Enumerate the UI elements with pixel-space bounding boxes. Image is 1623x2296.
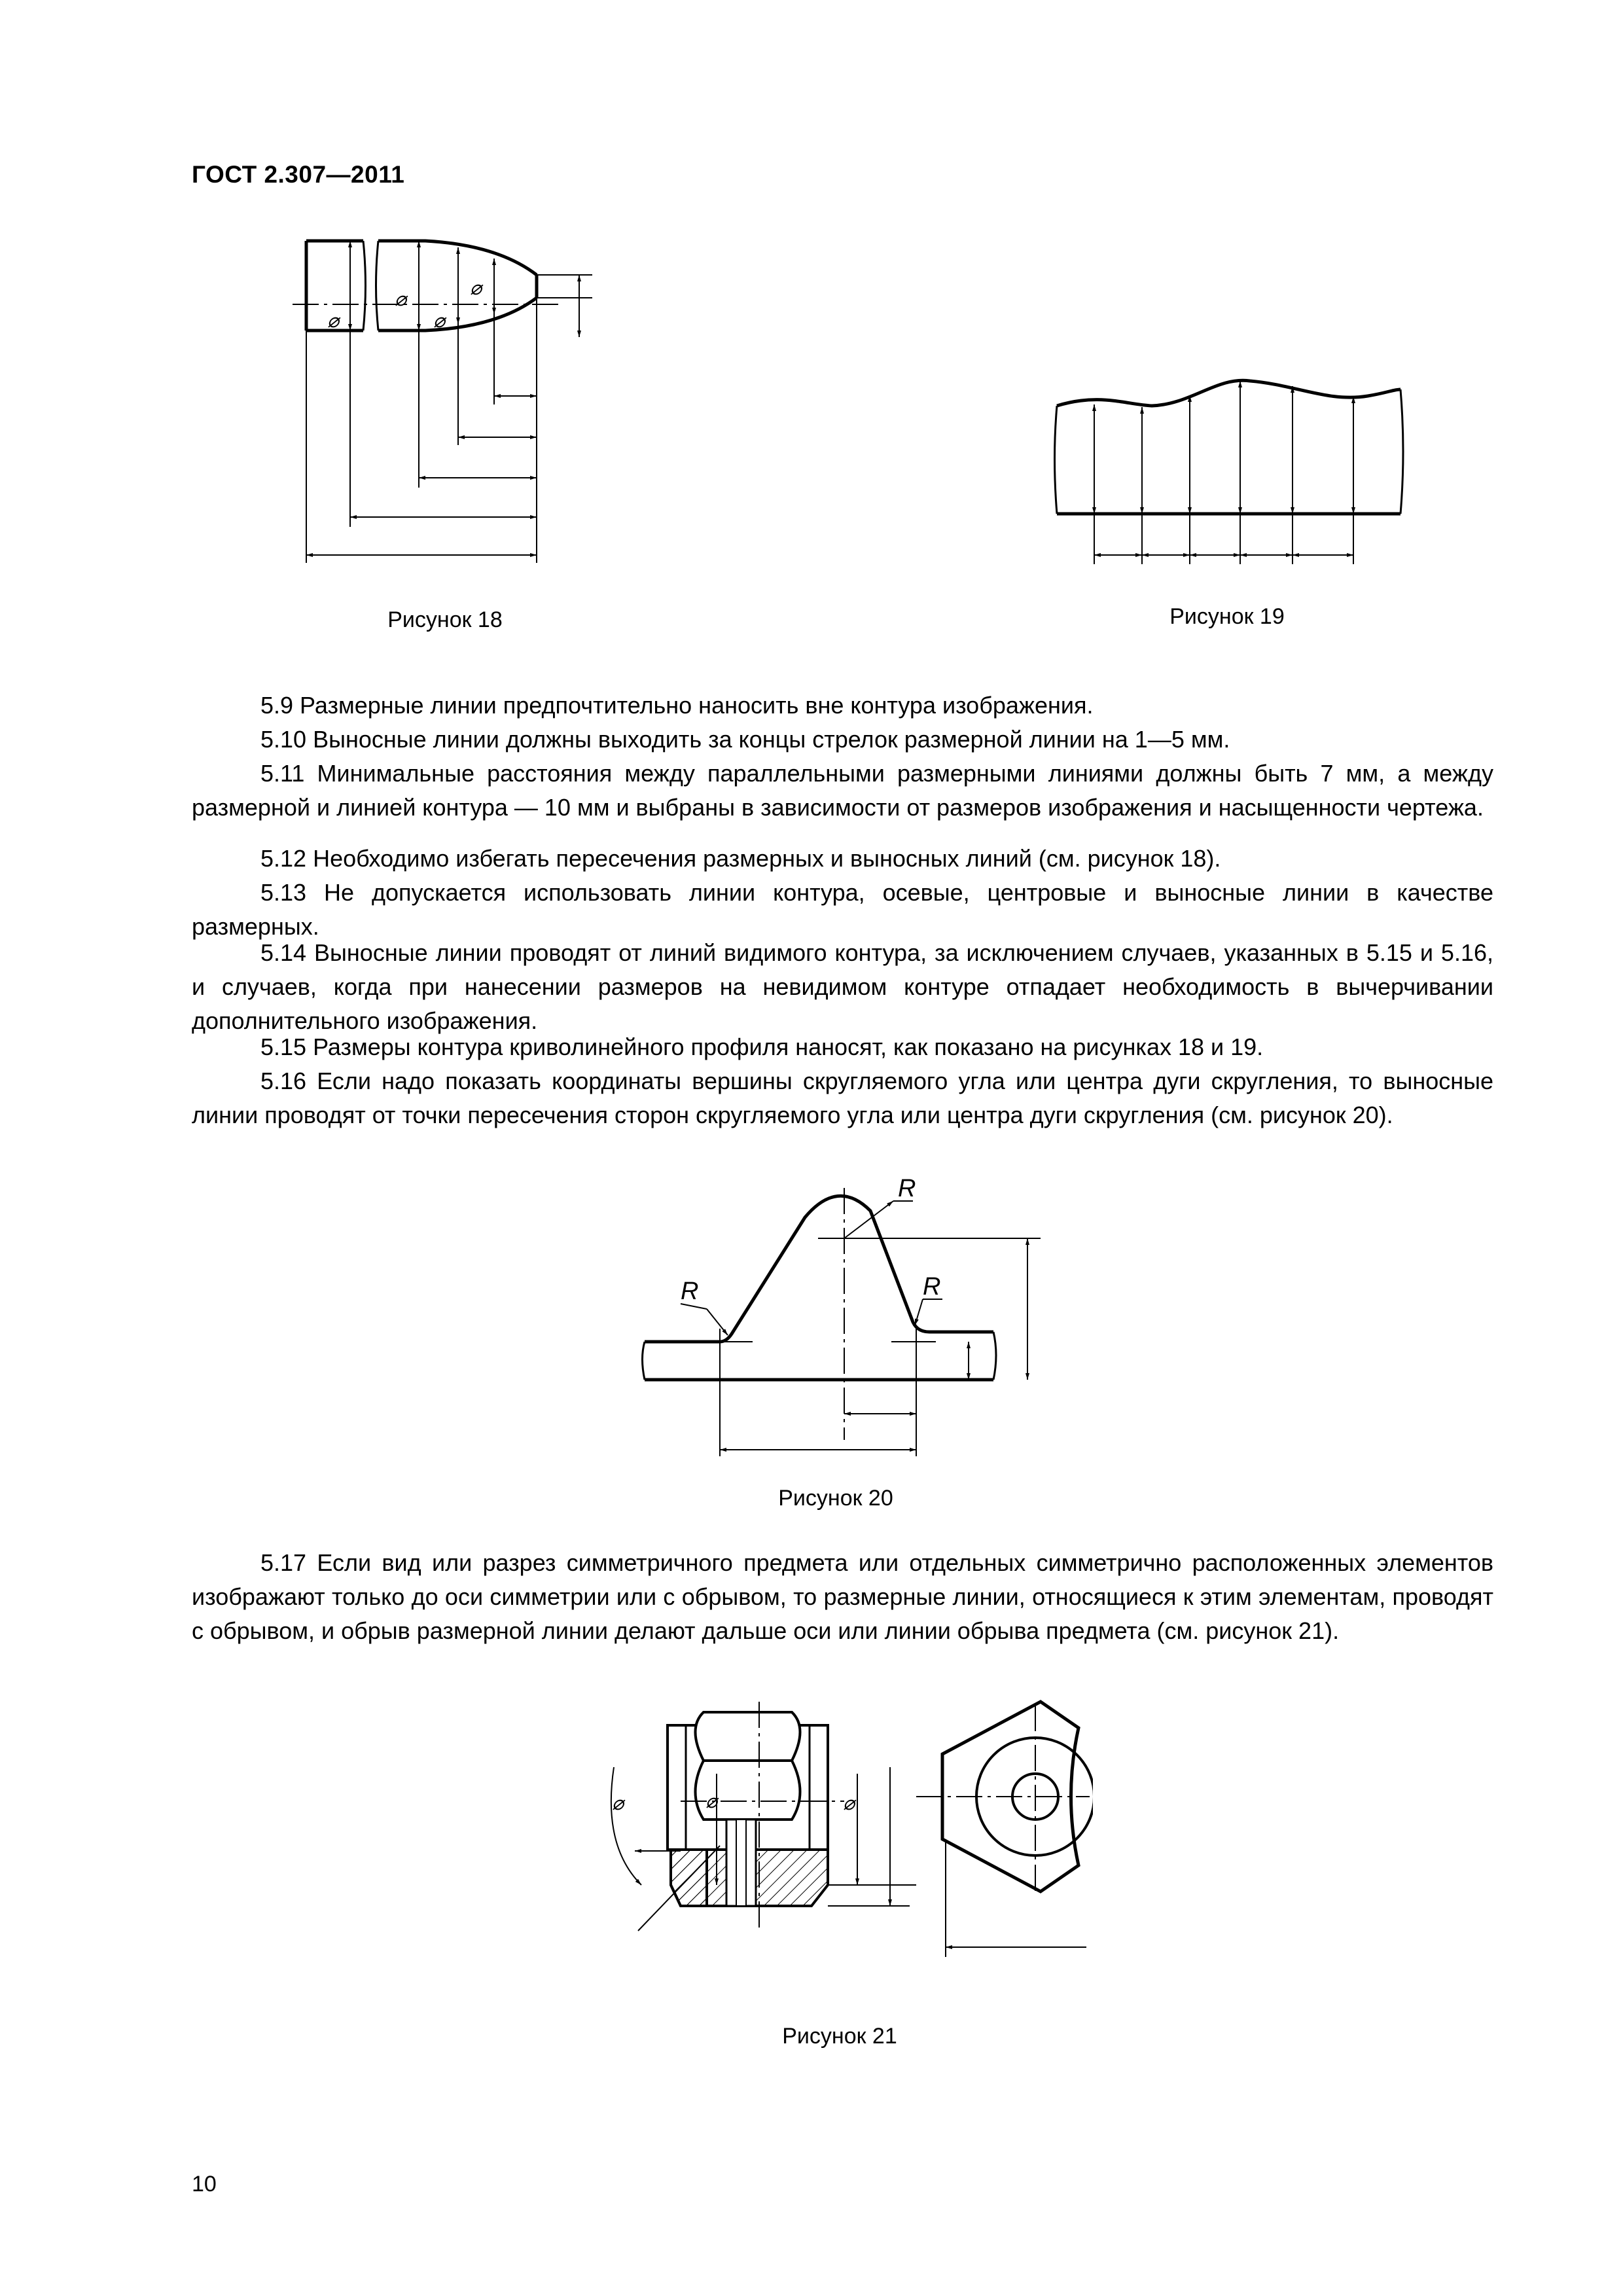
figure-20-drawing bbox=[635, 1172, 1041, 1473]
diameter-symbol: ⌀ bbox=[433, 310, 446, 332]
paragraph-5-11: 5.11 Минимальные расстояния между параллельными размерными линиями должны быть 7 мм, а между размерной и линией контура — 10 мм и выбраны в зависимости от размеров изображения и насыщенности чертежа. bbox=[192, 760, 1493, 821]
figure-21-drawing bbox=[582, 1695, 1093, 2022]
paragraph-5-14: 5.14 Выносные линии проводят от линий видимого контура, за исключением случаев, указанных в 5.15 и 5.16, и случаев, когда при нанесении размеров на невидимом контуре отпадает необходимость в вычерчивании дополнительного изображения. bbox=[192, 939, 1493, 1034]
diameter-symbol: ⌀ bbox=[327, 310, 340, 332]
radius-label: R bbox=[898, 1175, 916, 1202]
paragraph-5-12: 5.12 Необходимо избегать пересечения размерных и выносных линий (см. рисунок 18). bbox=[260, 845, 1221, 872]
diameter-symbol: ⌀ bbox=[395, 289, 407, 310]
figure-20-caption: Рисунок 20 bbox=[778, 1486, 893, 1511]
paragraph-5-10: 5.10 Выносные линии должны выходить за концы стрелок размерной линии на 1—5 мм. bbox=[260, 726, 1230, 753]
paragraph-5-13: 5.13 Не допускается использовать линии контура, осевые, центровые и выносные линии в качестве размерных. bbox=[192, 879, 1493, 940]
diameter-symbol: ⌀ bbox=[612, 1793, 624, 1814]
paragraph-5-17: 5.17 Если вид или разрез симметричного предмета или отдельных симметрично расположенных элементов изображают только до оси симметрии или с обрывом, то размерные линии, относящиеся к этим элементам, проводят с обрывом, и обрыв размерной линии делают дальше оси или линии обрыва предмета (см. рисунок 21). bbox=[192, 1549, 1493, 1644]
paragraph-5-15: 5.15 Размеры контура криволинейного профиля наносят, как показано на рисунках 18 и 19. bbox=[260, 1033, 1264, 1060]
document-header: ГОСТ 2.307—2011 bbox=[192, 161, 405, 188]
figure-19-caption: Рисунок 19 bbox=[1169, 604, 1285, 629]
figure-18-drawing bbox=[288, 229, 628, 569]
page-number: 10 bbox=[192, 2172, 217, 2197]
paragraph-5-16: 5.16 Если надо показать координаты вершины скругляемого угла или центра дуги скругления, то выносные линии проводят от точки пересечения сторон скругляемого угла или центра дуги скругления (см. рисунок 20). bbox=[192, 1067, 1493, 1128]
figure-19-drawing bbox=[1047, 367, 1414, 583]
radius-label: R bbox=[923, 1273, 941, 1300]
diameter-symbol: ⌀ bbox=[705, 1791, 718, 1812]
paragraph-5-9: 5.9 Размерные линии предпочтительно наносить вне контура изображения. bbox=[260, 692, 1094, 719]
diameter-symbol: ⌀ bbox=[470, 278, 482, 299]
diameter-symbol: ⌀ bbox=[843, 1793, 855, 1814]
figure-18-caption: Рисунок 18 bbox=[387, 607, 503, 632]
figure-21-caption: Рисунок 21 bbox=[782, 2024, 897, 2049]
radius-label: R bbox=[681, 1278, 699, 1305]
